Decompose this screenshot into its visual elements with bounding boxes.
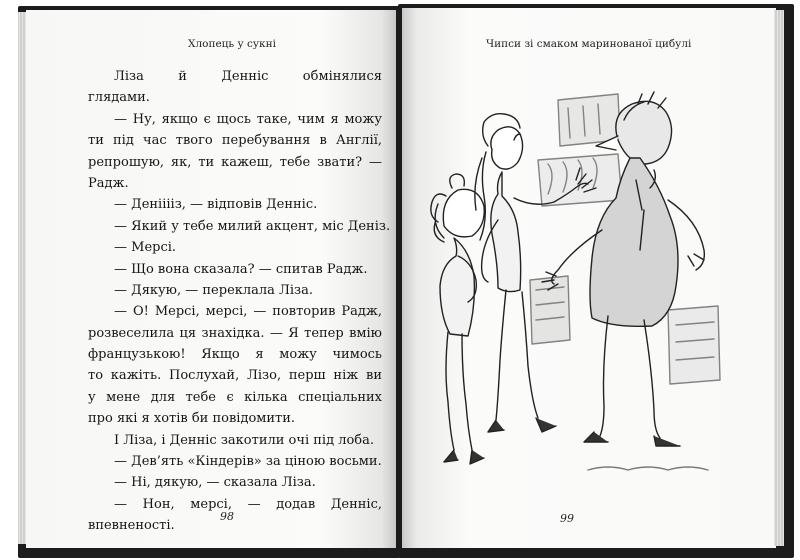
text-line: — Денііііз, — відповів Денніс. (114, 197, 318, 213)
text-line: І Ліза, і Денніс закотили очі під лоба. (114, 432, 374, 448)
left-page-text (88, 66, 391, 537)
illustration (418, 80, 738, 490)
text-line: — Ні, дякую, — сказала Ліза. (114, 475, 316, 491)
text-line: впевненості. (88, 518, 175, 534)
page-edges-right (774, 10, 784, 546)
text-line: у мене для тебе є кілька спеціальних (88, 389, 382, 405)
text-line: — Що вона сказала? — спитав Радж. (114, 261, 368, 277)
right-page-number: 99 (560, 512, 574, 525)
text-line: Ліза й Денніс обмінялися (114, 69, 382, 84)
text-line: — Мерсі. (114, 240, 177, 256)
left-running-head: Хлопець у сукні (188, 38, 276, 50)
right-running-head: Чипси зі смаком маринованої цибулі (486, 38, 692, 50)
text-line: розвеселила ця знахідка. — Я тепер вмію (88, 325, 382, 341)
text-line: — Ну, якщо є щось таке, чим я можу (114, 111, 382, 127)
left-page-number: 98 (220, 510, 234, 523)
text-line: — Дев’ять «Кіндерів» за ціною восьми. (114, 454, 382, 470)
girl-left (431, 174, 484, 464)
text-line: — Нон, мерсі, — додав Денніс, (114, 496, 382, 512)
text-line: — Який у тебе милий акцент, міс Деніз. (114, 218, 391, 234)
text-line: Радж. (88, 175, 129, 191)
text-line: французькою! Якщо я можу чимось (88, 347, 382, 363)
text-line: репрошую, як, ти кажеш, тебе звати? — (88, 154, 382, 170)
text-line: про які я хотів би повідомити. (88, 411, 296, 427)
text-line: глядами. (88, 90, 150, 106)
text-line: то кажіть. Послухай, Лізо, перш ніж ви (88, 368, 382, 384)
text-line: — Дякую, — переклала Ліза. (114, 282, 314, 298)
text-line: ти під час твого перебування в Англії, (88, 133, 382, 149)
text-line: — О! Мерсі, мерсі, — повторив Радж, (114, 304, 382, 320)
